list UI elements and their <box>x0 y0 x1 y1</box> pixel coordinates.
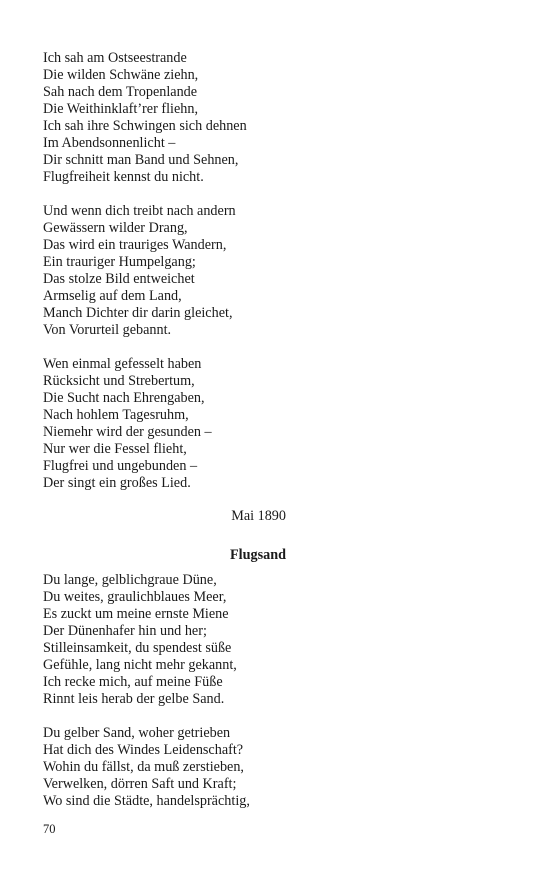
verse-line: Flugfreiheit kennst du nicht. <box>43 169 204 185</box>
verse-line: Gewässern wilder Drang, <box>43 220 188 236</box>
verse-line: Die Weithinklaft’rer fliehn, <box>43 101 198 117</box>
verse-line: Du lange, gelblichgraue Düne, <box>43 572 217 588</box>
verse-line: Ich sah ihre Schwingen sich dehnen <box>43 118 247 134</box>
verse-line: Rinnt leis herab der gelbe Sand. <box>43 691 225 707</box>
verse-line: Es zuckt um meine ernste Miene <box>43 606 229 622</box>
verse-line: Von Vorurteil gebannt. <box>43 322 172 338</box>
poem-title: Flugsand <box>230 547 286 563</box>
poem2-stanza-1 <box>43 572 289 708</box>
page-number: 70 <box>43 822 56 836</box>
verse-line: Der singt ein großes Lied. <box>43 475 191 491</box>
verse-line: Im Abendsonnenlicht – <box>43 135 176 151</box>
verse-line: Gefühle, lang nicht mehr gekannt, <box>43 657 237 673</box>
verse-line: Und wenn dich treibt nach andern <box>43 203 236 219</box>
poem1-stanza-2 <box>43 203 289 339</box>
verse-line: Wohin du fällst, da muß zerstieben, <box>43 759 244 775</box>
verse-line: Wo sind die Städte, handelsprächtig, <box>43 793 250 809</box>
verse-line: Dir schnitt man Band und Sehnen, <box>43 152 239 168</box>
verse-line: Du weites, graulichblaues Meer, <box>43 589 227 605</box>
verse-line: Nur wer die Fessel flieht, <box>43 441 187 457</box>
verse-line: Nach hohlem Tagesruhm, <box>43 407 189 423</box>
verse-line: Die Sucht nach Ehrengaben, <box>43 390 205 406</box>
verse-line: Armselig auf dem Land, <box>43 288 182 304</box>
poem1-stanza-1 <box>43 50 289 186</box>
text-column <box>43 50 289 810</box>
verse-line: Hat dich des Windes Leidenschaft? <box>43 742 244 758</box>
poem1-stanza-3 <box>43 356 289 492</box>
verse-line: Ein trauriger Humpelgang; <box>43 254 196 270</box>
verse-line: Das wird ein trauriges Wandern, <box>43 237 227 253</box>
poem-date: Mai 1890 <box>231 508 286 524</box>
verse-line: Niemehr wird der gesunden – <box>43 424 212 440</box>
verse-line: Das stolze Bild entweichet <box>43 271 195 287</box>
verse-line: Stilleinsamkeit, du spendest süße <box>43 640 232 656</box>
verse-line: Die wilden Schwäne ziehn, <box>43 67 199 83</box>
verse-line: Verwelken, dörren Saft und Kraft; <box>43 776 237 792</box>
verse-line: Ich sah am Ostseestrande <box>43 50 187 66</box>
verse-line: Der Dünenhafer hin und her; <box>43 623 207 639</box>
verse-line: Rücksicht und Strebertum, <box>43 373 195 389</box>
verse-line: Manch Dichter dir darin gleichet, <box>43 305 233 321</box>
stanza-break <box>43 708 289 725</box>
stanza-break <box>43 186 289 203</box>
verse-line: Flugfrei und ungebunden – <box>43 458 198 474</box>
stanza-break <box>43 339 289 356</box>
poem2-stanza-2 <box>43 725 289 810</box>
verse-line: Du gelber Sand, woher getrieben <box>43 725 231 741</box>
verse-line: Sah nach dem Tropenlande <box>43 84 198 100</box>
verse-line: Wen einmal gefesselt haben <box>43 356 202 372</box>
verse-line: Ich recke mich, auf meine Füße <box>43 674 223 690</box>
